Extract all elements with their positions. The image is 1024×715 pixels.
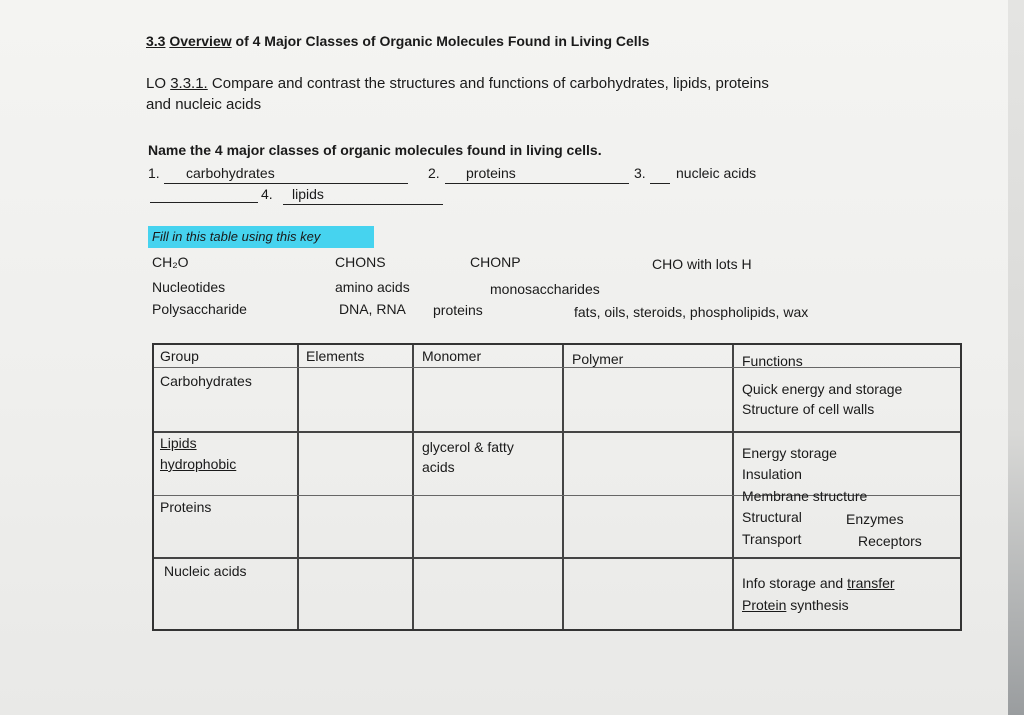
- nucleic-function-2a: Protein: [742, 597, 787, 613]
- nucleic-function-1b: transfer: [847, 575, 895, 591]
- title-number: 3.3: [146, 33, 166, 49]
- key-proteins: proteins: [433, 302, 483, 318]
- group-proteins: Proteins: [160, 499, 212, 515]
- page-edge: [1008, 0, 1024, 715]
- protein-function-1: Structural: [742, 509, 802, 525]
- answer-4-text: lipids: [292, 186, 324, 202]
- lipid-function-2: Insulation: [742, 466, 802, 482]
- carb-function-2: Structure of cell walls: [742, 401, 875, 417]
- answer-2-text: proteins: [466, 165, 516, 181]
- header-functions: Functions: [742, 353, 803, 369]
- answer-1-text: carbohydrates: [186, 165, 275, 181]
- nucleic-function-1a: Info storage and: [742, 575, 844, 591]
- protein-function-2: Enzymes: [846, 511, 904, 527]
- answer-1-blank: [164, 183, 408, 184]
- classes-table: [152, 343, 962, 631]
- key-monosaccharides: monosaccharides: [490, 281, 600, 297]
- key-nucleotides: Nucleotides: [152, 279, 226, 295]
- learning-objective-line1: [146, 75, 769, 92]
- group-lipids-note: hydrophobic: [160, 456, 237, 472]
- answer-4-blank: [283, 204, 443, 205]
- lo-text: Compare and contrast the structures and functions of carbohydrates, lipids, proteins: [211, 75, 769, 92]
- group-lipids: Lipids: [160, 435, 197, 451]
- carb-function-1: Quick energy and storage: [742, 381, 903, 397]
- lipid-function-1: Energy storage: [742, 445, 837, 461]
- page-title: [146, 33, 649, 49]
- group-carbohydrates: Carbohydrates: [160, 373, 252, 389]
- answer-2-blank: [445, 183, 629, 184]
- key-chons: CHONS: [335, 254, 386, 270]
- header-monomer: Monomer: [422, 348, 482, 364]
- nucleic-function-1: [742, 573, 895, 594]
- lo-code: 3.3.1.: [170, 75, 208, 92]
- protein-function-3: Transport: [742, 531, 802, 547]
- lipid-monomer-1: glycerol & fatty: [422, 439, 514, 455]
- key-cho-lots-h: CHO with lots H: [652, 256, 752, 272]
- question-prompt: Name the 4 major classes of organic molecules found in living cells.: [148, 142, 602, 158]
- lipid-function-3: Membrane structure: [742, 488, 868, 504]
- key-dna-rna: DNA, RNA: [339, 301, 406, 317]
- header-group: Group: [160, 348, 199, 364]
- answer-3-text: nucleic acids: [676, 165, 757, 181]
- answer-1-num: 1.: [148, 165, 160, 181]
- key-fats: fats, oils, steroids, phospholipids, wax: [574, 304, 809, 320]
- key-polysaccharide: Polysaccharide: [152, 301, 247, 317]
- group-nucleic-acids: Nucleic acids: [164, 563, 247, 579]
- protein-function-4: Receptors: [858, 533, 922, 549]
- key-amino-acids: amino acids: [335, 279, 410, 295]
- key-ch2o: CH₂O: [152, 254, 189, 270]
- answer-4-num: 4.: [261, 186, 273, 202]
- answer-2-num: 2.: [428, 165, 440, 181]
- lo-prefix: LO: [146, 75, 167, 92]
- learning-objective-line2: and nucleic acids: [146, 96, 262, 113]
- nucleic-function-2: [742, 595, 849, 616]
- key-title: Fill in this table using this key: [152, 229, 321, 244]
- answer-4-lead-blank: [150, 202, 258, 203]
- answer-3-blank: [650, 183, 670, 184]
- title-overview: Overview: [169, 33, 232, 49]
- answer-3-num: 3.: [634, 165, 646, 181]
- key-chonp: CHONP: [470, 254, 521, 270]
- title-rest: of 4 Major Classes of Organic Molecules Found in Living Cells: [235, 33, 650, 49]
- header-polymer: Polymer: [572, 351, 624, 367]
- lipid-monomer-2: acids: [422, 459, 455, 475]
- header-elements: Elements: [306, 348, 365, 364]
- nucleic-function-2b: synthesis: [790, 597, 849, 613]
